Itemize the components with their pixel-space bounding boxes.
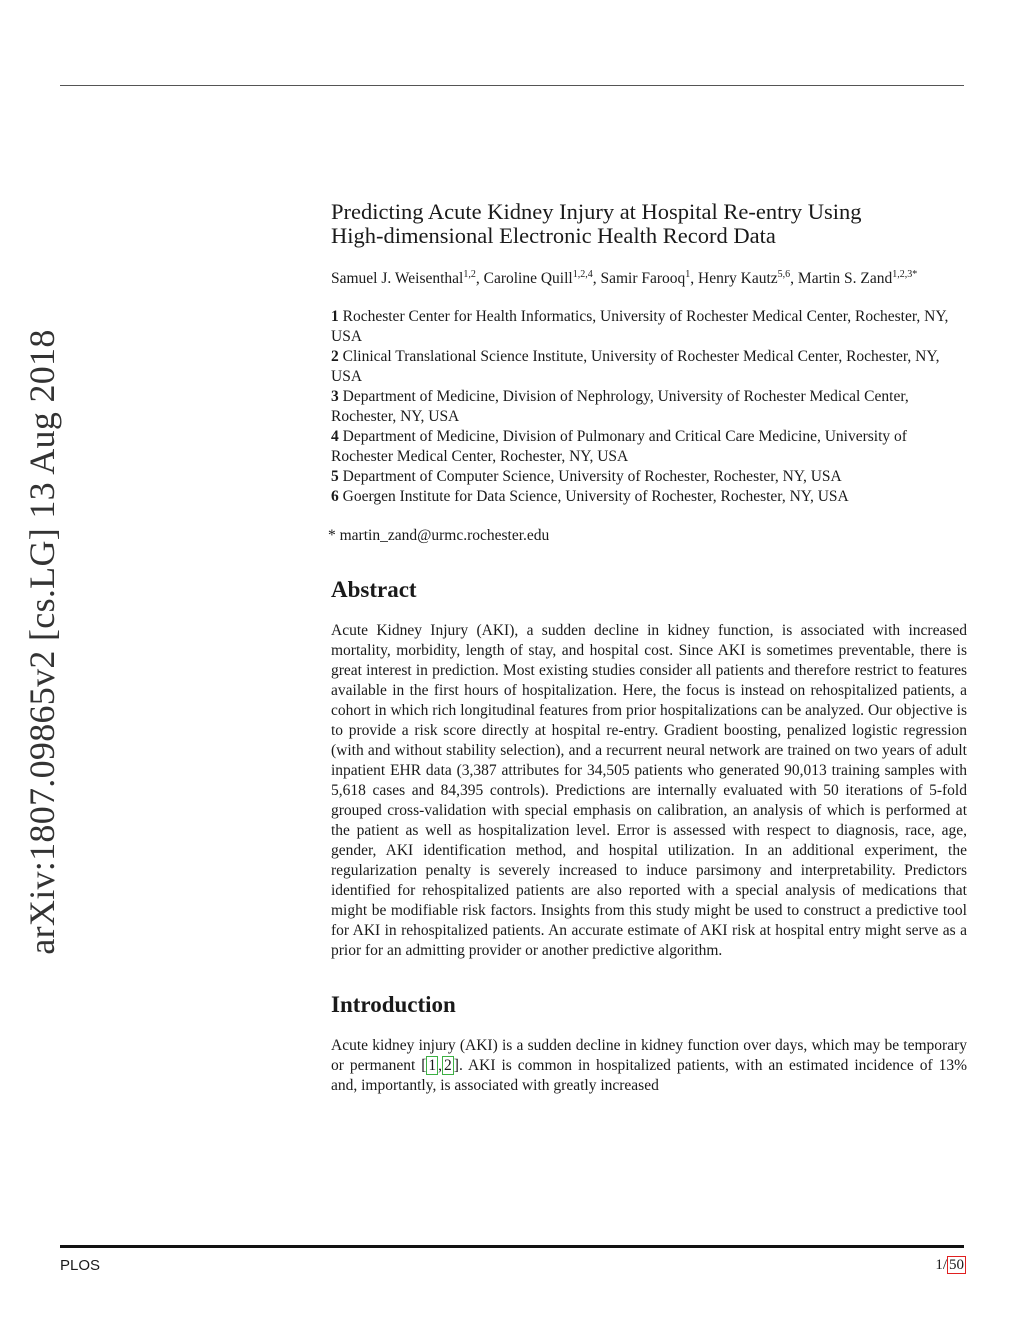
affiliation-text: Rochester Center for Health Informatics, University of Rochester Medical Center, Rochester, NY, USA <box>331 308 949 345</box>
author-affil-sup: 1,2,3* <box>892 268 918 280</box>
affiliation-item <box>331 307 967 347</box>
citation-separator: , <box>438 1057 443 1074</box>
intro-text-start: Acute kidney injury (AKI) is a sudden decline in kidney function over days, which may be temporary or permanent <box>331 1037 967 1074</box>
author-list: Samuel J. Weisenthal$^{1,2}$, Caroline Quill$^{1,2,4}$, Samir Farooq$^1$, Henry Kautz$^{5,6}$, Martin S. Zand$^{1,2,3*}$ <box>331 268 918 287</box>
author-affil-sup: 5,6 <box>777 268 791 280</box>
affiliation-item <box>331 347 967 387</box>
author-name: Samir Farooq <box>600 270 686 287</box>
abstract-heading: Abstract <box>331 577 417 602</box>
author-name: Henry Kautz <box>698 270 778 287</box>
affiliation-text: Department of Medicine, Division of Nephrology, University of Rochester Medical Center, Rochester, NY, USA <box>331 388 909 425</box>
affiliation-number: 5 <box>331 468 339 485</box>
affiliation-number: 6 <box>331 488 339 505</box>
header-rule <box>60 85 964 86</box>
affiliation-item <box>331 387 967 427</box>
introduction-text: Acute kidney injury (AKI) is a sudden decline in kidney function over days, which may be temporary or permanent [ 1 , 2 ]. AKI is common in hospitalized patients, with an estimated incidence of 13% and, importantly, is associated with greatly increased <box>331 1037 967 1094</box>
introduction-heading: Introduction <box>331 992 456 1017</box>
citation-link-2[interactable]: 2 <box>444 1057 452 1074</box>
abstract-text: Acute Kidney Injury (AKI), a sudden decline in kidney function, is associated with increased mortality, morbidity, length of stay, and hospital cost. Since AKI is sometimes preventable, there is great interest in prediction. Most existing studies consider all patients and therefore restrict to features available in the first hours of hospitalization. Here, the focus is instead on rehospitalized patients, a cohort in which rich longitudinal features from prior hospitalizations can be analyzed. Our objective is to provide a risk score directly at hospital re-entry. Gradient boosting, penalized logistic regression (with and without stability selection), and a recurrent neural network are trained on two years of adult inpatient EHR data (3,387 attributes for 34,505 patients who generated 90,013 training samples with 5,618 cases and 84,395 controls). Predictions are internally evaluated with 50 iterations of 5-fold grouped cross-validation with special emphasis on calibration, an analysis of which is performed at the patient as well as hospitalization level. Error is assessed with respect to diagnosis, race, age, gender, AKI identification method, and hospital utilization. In an additional experiment, the regularization penalty is severely increased to induce parsimony and interpretability. Predictors identified for rehospitalized patients are also reported with a special analysis of medications that might be modifiable risk factors. Insights from this study might be used to construct a predictive tool for AKI in rehospitalized patients. An accurate estimate of AKI risk at hospital entry might serve as a prior for an admitting provider or another predictive algorithm. <box>331 622 967 959</box>
affiliation-text: Clinical Translational Science Institute, University of Rochester Medical Center, Rochester, NY, USA <box>331 348 940 385</box>
page-current: 1/ <box>935 1257 947 1273</box>
title-line-1: Predicting Acute Kidney Injury at Hospital Re-entry Using <box>331 199 862 224</box>
affiliation-list <box>331 307 967 507</box>
intro-text-end: . AKI is common in hospitalized patients, with an estimated incidence of 13% and, importantly, is associated with greatly increased <box>331 1057 967 1094</box>
affiliation-text: Department of Medicine, Division of Pulmonary and Critical Care Medicine, University of Rochester Medical Center, Rochester, NY, USA <box>331 428 907 465</box>
author-name: Martin S. Zand <box>797 270 893 287</box>
affiliation-number: 3 <box>331 388 339 405</box>
corresponding-email: * martin_zand@urmc.rochester.edu <box>328 527 550 544</box>
author-affil-sup: 1 <box>685 268 691 280</box>
author-affil-sup: 1,2 <box>463 268 476 280</box>
page-number <box>935 1257 966 1274</box>
affiliation-item <box>331 467 967 487</box>
author-affil-sup: 1,2,4 <box>572 268 593 280</box>
journal-name: PLOS <box>60 1257 101 1274</box>
citation-link-1[interactable]: 1 <box>428 1057 437 1074</box>
affiliation-text: Department of Computer Science, University of Rochester, Rochester, NY, USA <box>342 468 842 485</box>
title-line-2: High-dimensional Electronic Health Record Data <box>331 223 776 248</box>
main-content <box>328 199 967 1112</box>
affiliation-item <box>331 427 967 467</box>
affiliation-item <box>331 487 967 507</box>
arxiv-identifier: arXiv:1807.09865v2 [cs.LG] 13 Aug 2018 <box>22 329 62 955</box>
paper-title <box>331 200 967 248</box>
affiliation-number: 1 <box>331 308 339 325</box>
page-total-link[interactable]: 50 <box>949 1257 964 1273</box>
author-name: Caroline Quill <box>483 270 573 287</box>
author-name: Samuel J. Weisenthal <box>331 270 464 287</box>
affiliation-text: Goergen Institute for Data Science, University of Rochester, Rochester, NY, USA <box>342 488 849 505</box>
footer-rule <box>60 1245 964 1248</box>
affiliation-number: 4 <box>331 428 339 445</box>
affiliation-number: 2 <box>331 348 339 365</box>
